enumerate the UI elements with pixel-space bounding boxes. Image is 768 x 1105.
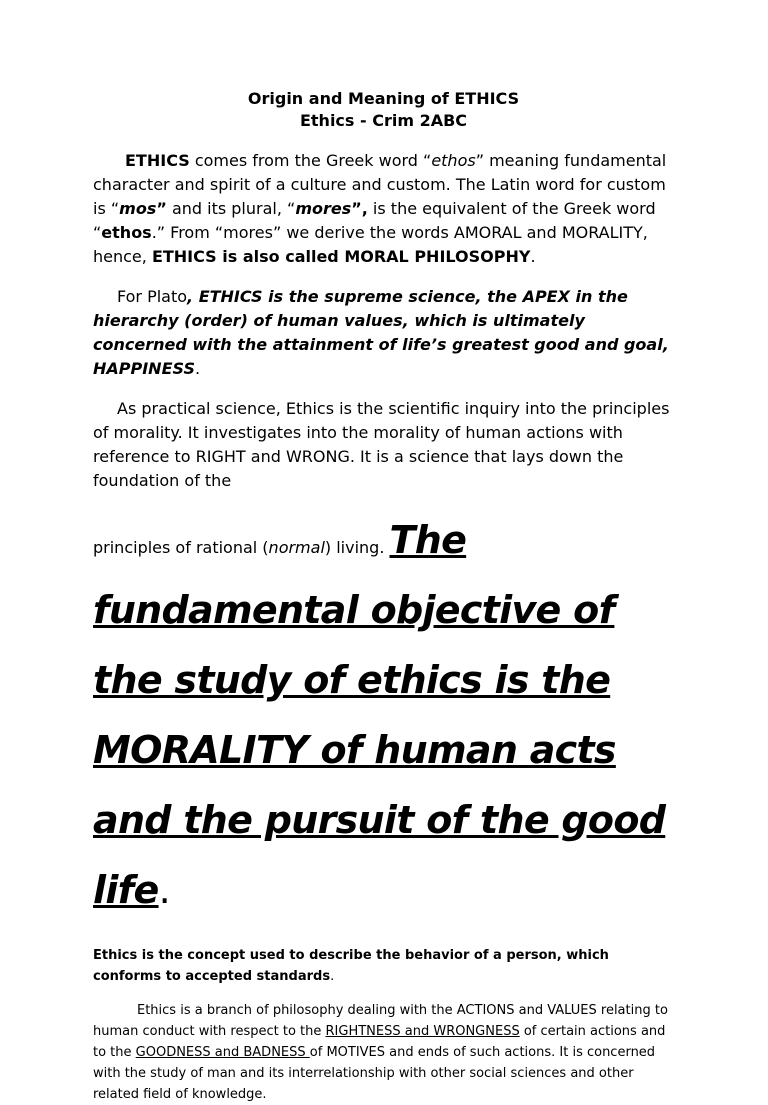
paragraph-plato — [93, 285, 674, 381]
etymology-text-5: .” From “mores” we derive the words AMORAL and MORALITY, hence, — [93, 223, 648, 266]
term-mores: mores — [295, 199, 352, 218]
title-line-2: Ethics - Crim 2ABC — [299, 111, 468, 130]
etymology-text-2: ” meaning fundamental character and spirit of a culture and custom. The Latin word for custom is “ — [93, 151, 667, 218]
concept-text: Ethics is the concept used to describe the behavior of a person, which conforms to accepted standards — [93, 948, 609, 984]
paragraph-etymology — [93, 149, 674, 269]
term-mos: mos — [119, 199, 157, 218]
etymology-text-4: is the equivalent of the Greek word “ — [93, 199, 656, 242]
plato-text: For Plato — [117, 287, 188, 306]
objective-statement: The fundamental objective of the study of ethics is the MORALITY of human acts and the pursuit of the good life — [93, 518, 666, 912]
branch-text-2: of certain actions and to the — [93, 1024, 666, 1060]
paragraph-concept — [93, 945, 674, 987]
objective-text-2: ) living. — [324, 538, 390, 557]
rightness-wrongness: RIGHTNESS and WRONGNESS — [325, 1024, 520, 1039]
term-ethos-bold: ethos — [101, 223, 152, 242]
goodness-badness: GOODNESS and BADNESS — [135, 1045, 310, 1060]
etymology-text-3: and its plural, “ — [166, 199, 296, 218]
term-ethos-italic: ethos — [431, 151, 476, 170]
term-ethics: ETHICS — [125, 151, 190, 170]
paragraph-objective — [93, 509, 674, 929]
branch-text-3: of MOTIVES and ends of such actions. It is concerned with the study of man and its interrelationship with other social sciences and other related field of knowledge. — [93, 1045, 656, 1102]
etymology-end: . — [530, 247, 536, 266]
concept-end: . — [330, 969, 335, 984]
term-mores-quote: ”, — [351, 199, 368, 218]
branch-text-1: Ethics is a branch of philosophy dealing with the ACTIONS and VALUES relating to human conduct with respect to the — [93, 1003, 668, 1039]
etymology-text-1: comes from the Greek word “ — [189, 151, 432, 170]
paragraph-branch — [93, 1000, 674, 1105]
objective-text-1: principles of rational ( — [93, 538, 269, 557]
plato-end: . — [194, 359, 201, 378]
title-line-1: Origin and Meaning of ETHICS — [247, 89, 520, 108]
term-normal: normal — [268, 538, 325, 557]
term-moral-philosophy: ETHICS is also called MORAL PHILOSOPHY — [151, 247, 531, 266]
practical-science-text: As practical science, Ethics is the scientific inquiry into the principles of morality. It investigates into the morality of human actions with reference to RIGHT and WRONG. It is a science that lays down the foundation of the — [93, 399, 670, 490]
plato-definition: , ETHICS is the supreme science, the APEX in the hierarchy (order) of human values, which is ultimately concerned with the attainment of life’s greatest good and goal, HAPPINESS — [93, 287, 669, 378]
paragraph-practical-science — [93, 397, 674, 493]
term-mos-quote: ” — [156, 199, 167, 218]
document-title — [93, 88, 674, 132]
objective-end: . — [158, 868, 171, 912]
